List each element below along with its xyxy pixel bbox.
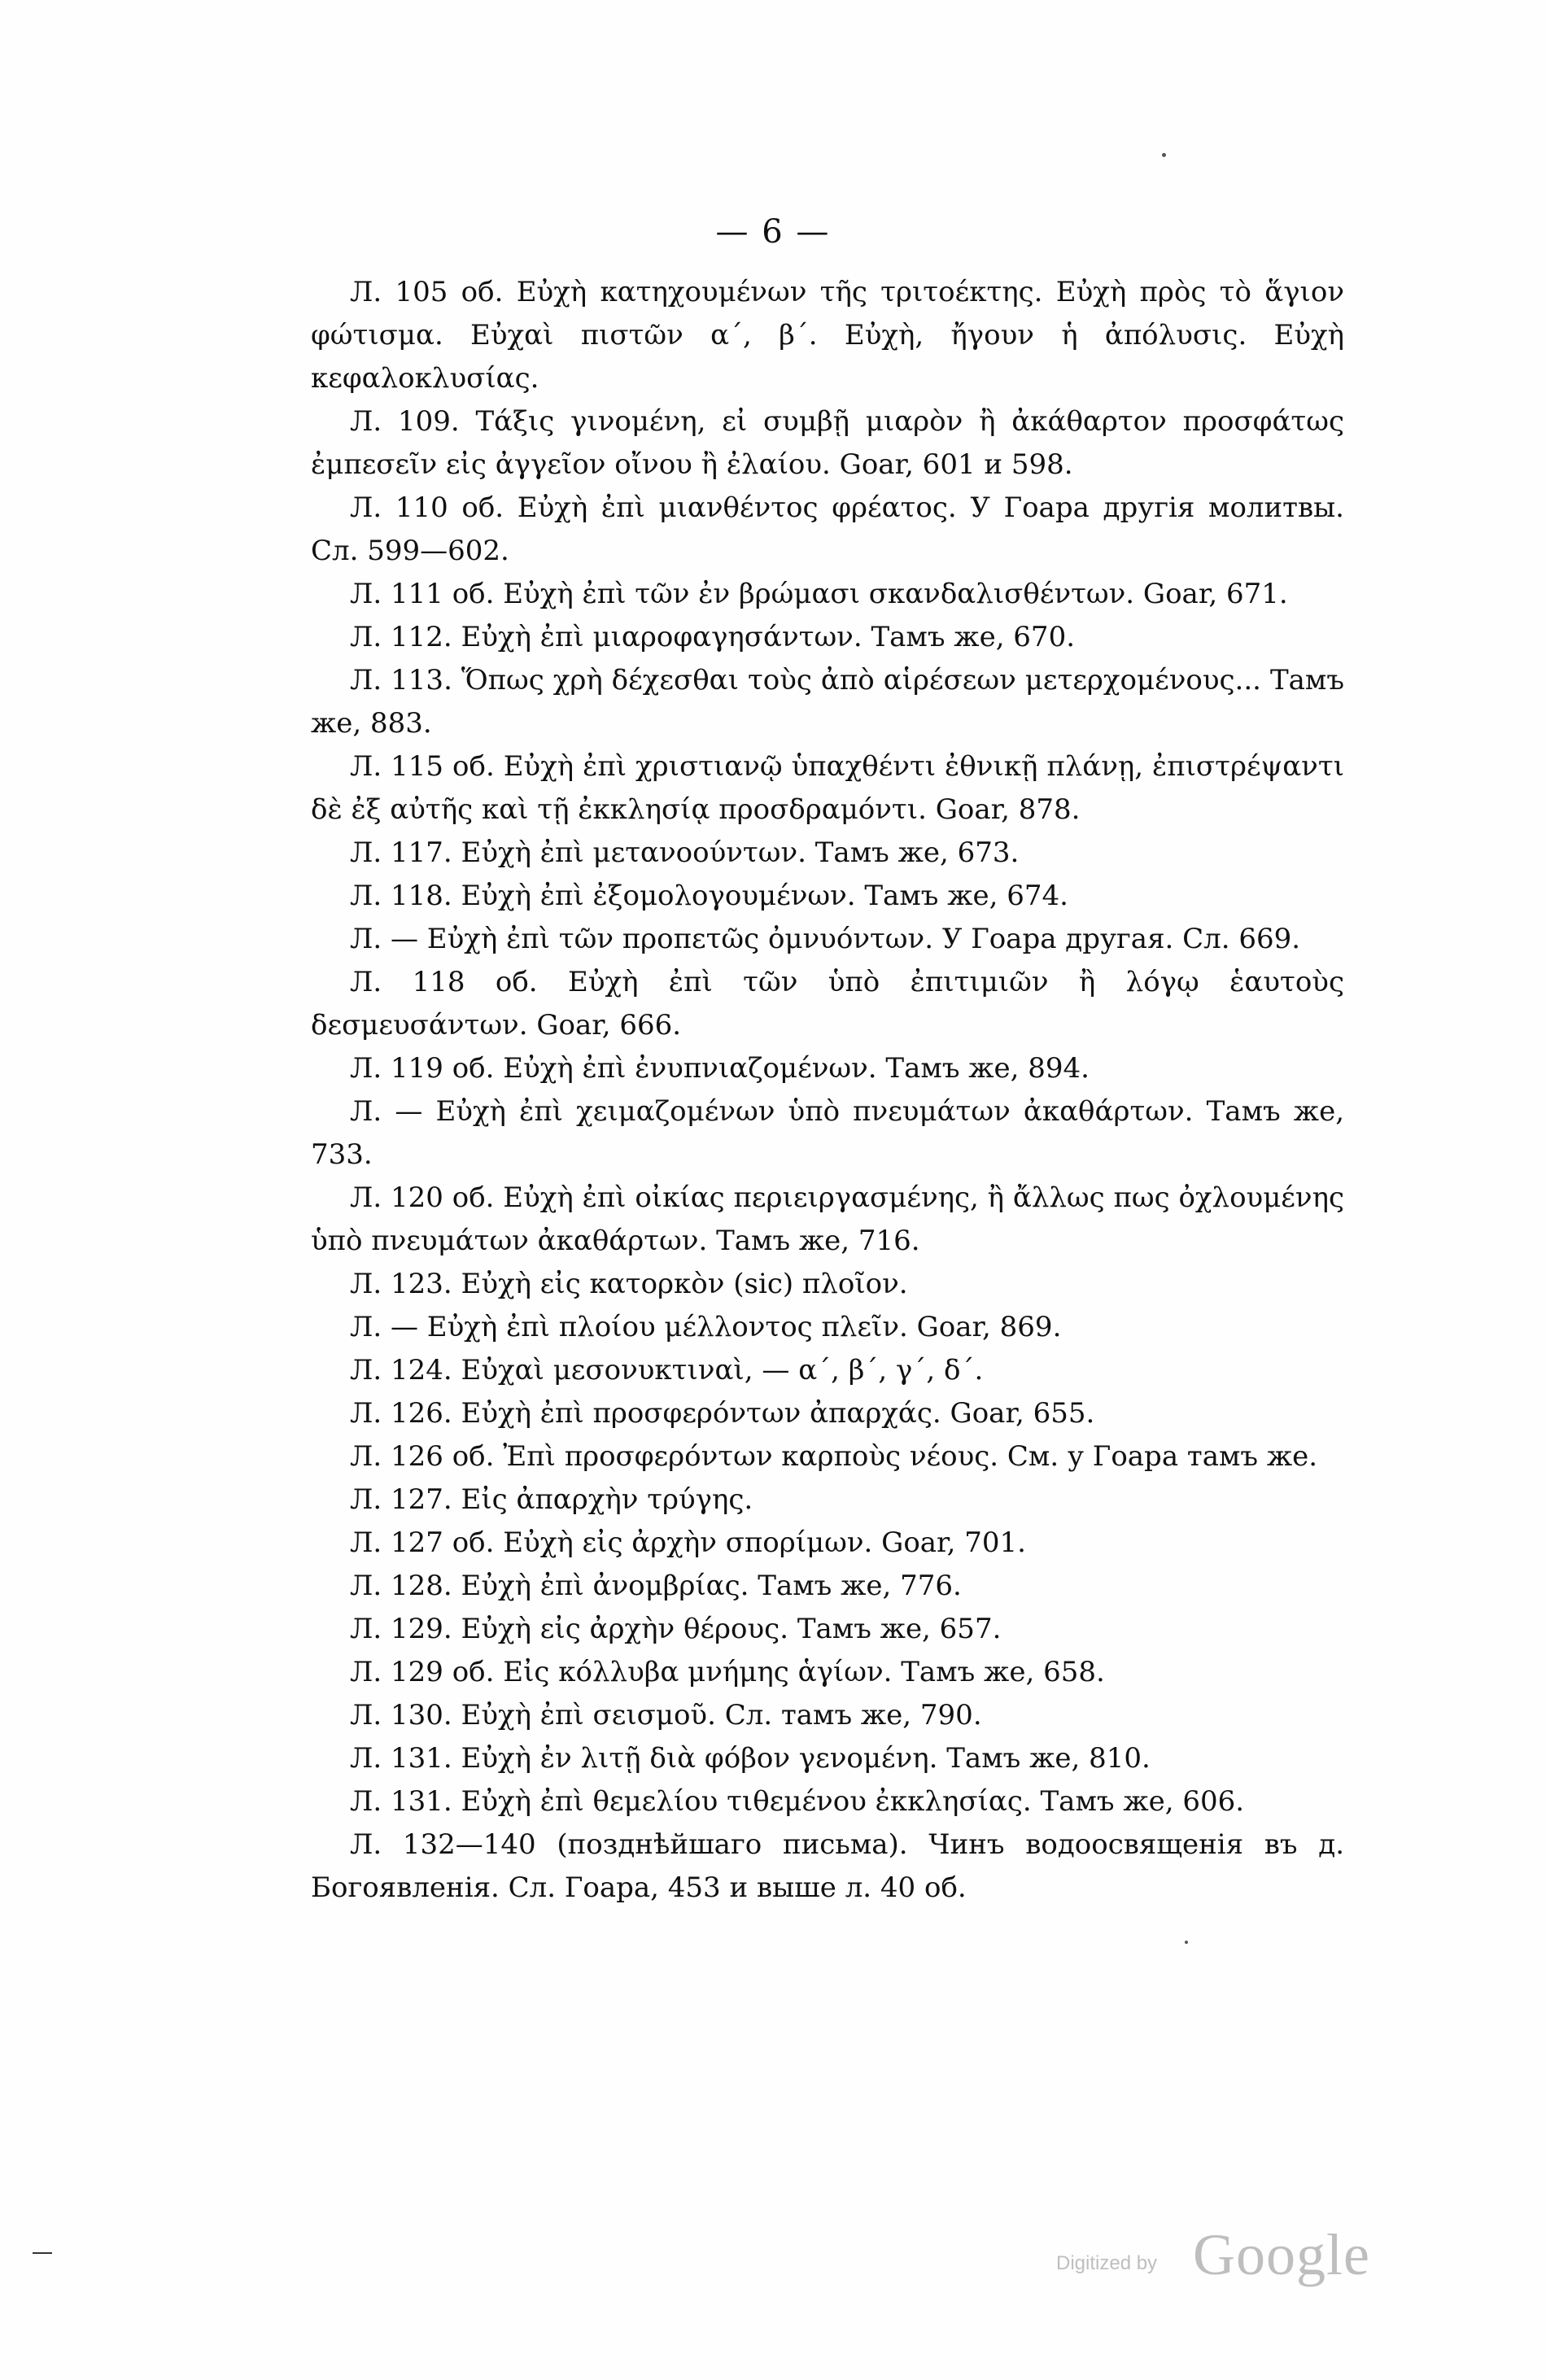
text-block (311, 271, 1344, 1910)
entry-126ob: Л. 126 об. Ἐπὶ προσφερόντων καρποὺς νέους. См. у Гоара тамъ же. (350, 1440, 1318, 1473)
entry-126: Л. 126. Εὐχὴ ἐπὶ προσφερόντων ἀπαρχάς. Goar, 655. (350, 1397, 1095, 1430)
digitized-by-watermark (1056, 2221, 1398, 2295)
entry-118ob: Л. 118 об. Εὐχὴ ἐπὶ τῶν ὑπὸ ἐπιτιμιῶν ἢ λόγῳ ἑαυτοὺς δεσμευσάντων. Goar, 666. (311, 966, 1344, 1042)
entry-127ob: Л. 127 об. Εὐχὴ εἰς ἀρχὴν σπορίμων. Goar, 701. (350, 1526, 1026, 1559)
entry-120ob: Л. 120 об. Εὐχὴ ἐπὶ οἰκίας περιειργασμένης, ἢ ἄλλως πως ὀχλουμένης ὑπὸ πνευμάτων ἀκαθάρτων. Тамъ же, 716. (311, 1181, 1344, 1257)
scan-speck (1162, 153, 1166, 157)
entry-132-140: Л. 132—140 (позднѣйшаго письма). Чинъ водоосвященія въ д. Богоявленія. Сл. Гоара, 453 и выше л. 40 об. (311, 1828, 1344, 1904)
entry-119-dash: Л. — Εὐχὴ ἐπὶ χειμαζομένων ὑπὸ πνευμάτων ἀκαθάρτων. Тамъ же, 733. (311, 1095, 1344, 1171)
entry-131-b: Л. 131. Εὐχὴ ἐπὶ θεμελίου τιθεμένου ἐκκλησίας. Тамъ же, 606. (350, 1785, 1245, 1818)
entry-117: Л. 117. Εὐχὴ ἐπὶ μετανοούντων. Тамъ же, 673. (350, 836, 1020, 869)
entry-128: Л. 128. Εὐχὴ ἐπὶ ἀνομβρίας. Тамъ же, 776. (350, 1570, 962, 1602)
watermark-brand: Google (1193, 2222, 1370, 2287)
scan-speck (1185, 1941, 1188, 1944)
entry-119ob: Л. 119 об. Εὐχὴ ἐπὶ ἐνυπνιαζομένων. Тамъ же, 894. (350, 1052, 1090, 1085)
watermark-prefix: Digitized by (1056, 2252, 1158, 2274)
entry-127: Л. 127. Εἰς ἀπαρχὴν τρύγης. (350, 1483, 753, 1516)
entry-110ob: Л. 110 об. Εὐχὴ ἐπὶ μιανθέντος φρέατος. У Гоара другія молитвы. Сл. 599—602. (311, 491, 1344, 567)
entry-129: Л. 129. Εὐχὴ εἰς ἀρχὴν θέρους. Тамъ же, 657. (350, 1613, 1002, 1645)
entry-115ob: Л. 115 об. Εὐχὴ ἐπὶ χριστιανῷ ὑπαχθέντι ἐθνικῇ πλάνῃ, ἐπιστρέψαντι δὲ ἐξ αὐτῆς καὶ τῇ ἐκκλησίᾳ προσδραμόντι. Goar, 878. (311, 750, 1344, 826)
entry-130: Л. 130. Εὐχὴ ἐπὶ σεισμοῦ. Сл. тамъ же, 790. (350, 1699, 982, 1732)
page-number: — 6 — (715, 213, 831, 251)
entry-131-a: Л. 131. Εὐχὴ ἐν λιτῇ διὰ φόβον γενομένη. Тамъ же, 810. (350, 1742, 1151, 1775)
entry-129ob: Л. 129 об. Εἰς κόλλυβα μνήμης ἁγίων. Тамъ же, 658. (350, 1656, 1105, 1688)
entry-123: Л. 123. Εὐχὴ εἰς κατορκὸν (sic) πλοῖον. (350, 1268, 908, 1300)
entry-113: Л. 113. Ὅπως χρὴ δέχεσθαι τοὺς ἀπὸ αἱρέσεων μετερχομένους... Тамъ же, 883. (311, 664, 1344, 740)
scan-edge-mark (33, 2252, 52, 2254)
entry-124: Л. 124. Εὐχαὶ μεσονυκτιναὶ, — α΄, β΄, γ΄, δ΄. (350, 1354, 984, 1387)
entry-118: Л. 118. Εὐχὴ ἐπὶ ἐξομολογουμένων. Тамъ же, 674. (350, 880, 1068, 912)
entry-105ob: Л. 105 об. Εὐχὴ κατηχουμένων τῆς τριτοέκτης. Εὐχὴ πρὸς τὸ ἅγιον φώτισμα. Εὐχαὶ πιστῶν α΄, β΄. Εὐχὴ, ἤγουν ἡ ἀπόλυσις. Εὐχὴ κεφαλοκλυσίας. (311, 276, 1344, 395)
entry-123-dash: Л. — Εὐχὴ ἐπὶ πλοίου μέλλοντος πλεῖν. Goar, 869. (350, 1311, 1062, 1343)
entry-112: Л. 112. Εὐχὴ ἐπὶ μιαροφαγησάντων. Тамъ же, 670. (350, 621, 1076, 653)
entry-118-dash: Л. — Εὐχὴ ἐπὶ τῶν προπετῶς ὀμνυόντων. У Гоара другая. Сл. 669. (350, 923, 1301, 955)
entry-111ob: Л. 111 об. Εὐχὴ ἐπὶ τῶν ἐν βρώμασι σκανδαλισθέντων. Goar, 671. (350, 578, 1288, 610)
entry-109: Л. 109. Τάξις γινομένη, εἰ συμβῇ μιαρὸν ἢ ἀκάθαρτον προσφάτως ἐμπεσεῖν εἰς ἀγγεῖον οἴνου ἢ ἐλαίου. Goar, 601 и 598. (311, 405, 1344, 481)
